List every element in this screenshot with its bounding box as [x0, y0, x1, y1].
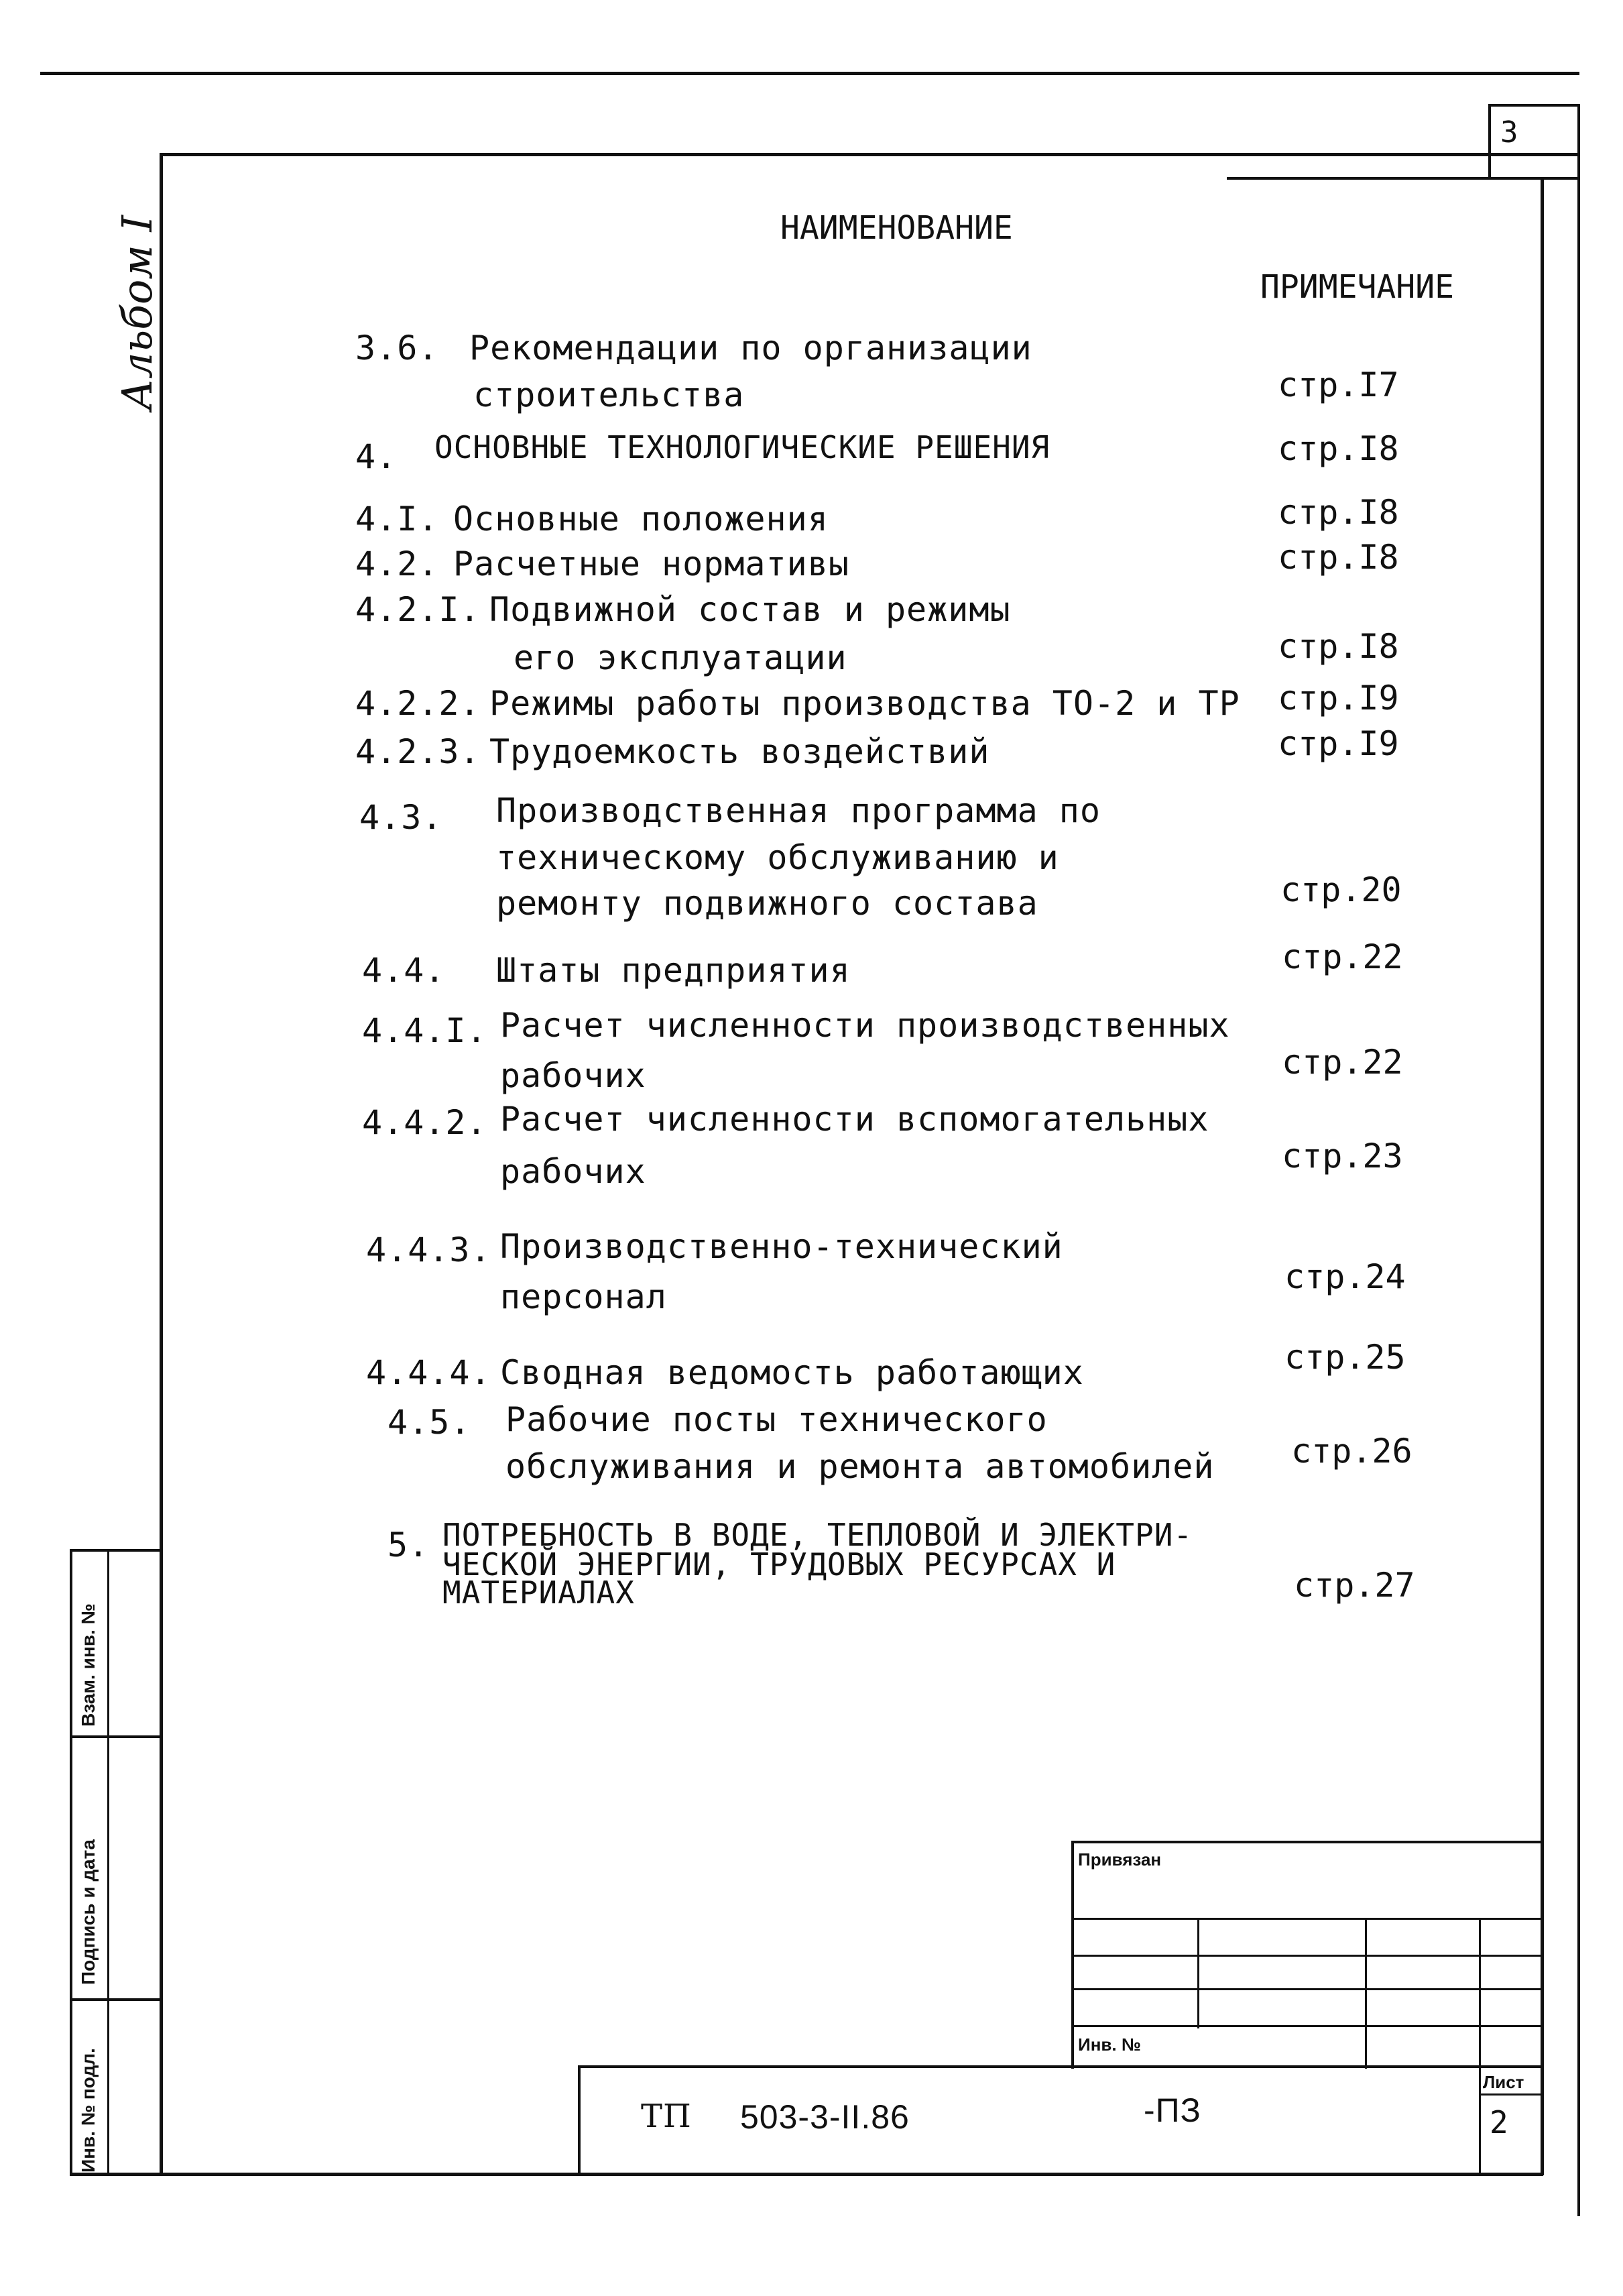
album-label: Альбом I — [113, 215, 162, 410]
tb-main-top — [578, 2065, 1543, 2068]
sheet-box-left — [1488, 104, 1491, 180]
entry-page: стр.I8 — [1278, 627, 1399, 666]
code-suffix: -ПЗ — [1144, 2091, 1201, 2129]
code-prefix: ТП — [641, 2098, 692, 2135]
entry-page: стр.24 — [1284, 1257, 1406, 1296]
entry-title-cont: его эксплуатации — [514, 638, 847, 677]
entry-title: Рабочие посты технического — [505, 1400, 1048, 1439]
entry-title: Расчет численности вспомогательных — [500, 1100, 1209, 1139]
entry-title: Трудоемкость воздействий — [489, 732, 990, 771]
sheet-value: 2 — [1490, 2104, 1508, 2140]
entry-title: ПОТРЕБНОСТЬ В ВОДЕ, ТЕПЛОВОЙ И ЭЛЕКТРИ- — [442, 1517, 1193, 1553]
entry-page: стр.23 — [1282, 1137, 1403, 1175]
entry-number: 5. — [387, 1526, 430, 1564]
entry-title: Производственная программа по — [496, 791, 1101, 830]
entry-number: 4.5. — [387, 1403, 471, 1442]
note-column-header: ПРИМЕЧАНИЕ — [1260, 268, 1454, 306]
entry-title: Подвижной состав и режимы — [489, 590, 1011, 629]
sheet-label: Лист — [1483, 2072, 1524, 2092]
tb-col2 — [1365, 1918, 1367, 2069]
entry-page: стр.I8 — [1278, 538, 1399, 577]
entry-page: стр.22 — [1282, 937, 1403, 976]
entry-page: стр.I9 — [1278, 679, 1399, 718]
name-column-header: НАИМЕНОВАНИЕ — [780, 209, 1013, 247]
entry-title: ОСНОВНЫЕ ТЕХНОЛОГИЧЕСКИЕ РЕШЕНИЯ — [434, 429, 1050, 465]
entry-title: Режимы работы производства ТО-2 и ТР — [489, 684, 1240, 723]
entry-number: 4.4.4. — [366, 1353, 491, 1392]
tb-col1 — [1197, 1918, 1199, 2028]
entry-title: Расчетные нормативы — [453, 544, 849, 583]
tb-row4 — [1071, 2025, 1543, 2027]
entry-title: Основные положения — [453, 500, 829, 538]
entry-number: 4.2. — [355, 544, 439, 583]
frame-top-line — [160, 153, 1579, 156]
tb-top — [1071, 1841, 1543, 1843]
tb-row3 — [1071, 1988, 1543, 1990]
entry-title-cont: рабочих — [500, 1152, 646, 1191]
side-stamp-div1 — [70, 1735, 162, 1738]
tb-row1 — [1071, 1918, 1543, 1920]
frame-outer-right-line — [1577, 104, 1580, 2216]
entry-title-cont: МАТЕРИАЛАХ — [442, 1574, 635, 1611]
entry-number: 4.4.3. — [366, 1230, 491, 1269]
entry-page: стр.25 — [1284, 1338, 1406, 1377]
entry-title: Сводная ведомость работающих — [500, 1353, 1084, 1392]
entry-page: стр.26 — [1291, 1432, 1412, 1471]
side-stamp-top — [70, 1549, 162, 1552]
frame-bottom-line — [70, 2173, 1543, 2176]
inv-replaced-label: Взам. инв. № — [78, 1603, 99, 1727]
entry-number: 4.2.2. — [355, 684, 481, 723]
sheet-number-top: 3 — [1500, 115, 1518, 150]
entry-title-cont: техническому обслуживанию и — [496, 838, 1059, 877]
entry-title-cont: рабочих — [500, 1056, 646, 1095]
entry-page: стр.22 — [1282, 1043, 1403, 1082]
inv-original-label: Инв. № подл. — [78, 2048, 99, 2173]
tb-col3 — [1479, 1918, 1481, 2176]
side-stamp-left — [70, 1549, 72, 2176]
entry-title-cont: строительства — [473, 376, 745, 414]
sheet-box-top — [1488, 104, 1579, 107]
frame-left-line — [160, 153, 163, 2175]
entry-title-cont: персонал — [500, 1277, 667, 1316]
entry-title: Расчет численности производственных — [500, 1006, 1230, 1045]
attached-label: Привязан — [1078, 1849, 1162, 1870]
top-margin-line — [40, 72, 1579, 75]
entry-number: 4.I. — [355, 500, 439, 538]
entry-page: стр.I7 — [1278, 365, 1399, 404]
entry-title: Штаты предприятия — [496, 951, 851, 990]
tb-main-left — [578, 2065, 581, 2176]
entry-title: Рекомендации по организации — [469, 329, 1032, 367]
entry-number: 4.2.3. — [355, 732, 481, 771]
entry-number: 4.4.I. — [362, 1011, 487, 1050]
inv-no-label: Инв. № — [1078, 2034, 1141, 2055]
entry-page: стр.20 — [1280, 870, 1402, 909]
code-number: 503-3-II.86 — [740, 2098, 910, 2136]
signature-date-label: Подпись и дата — [78, 1839, 99, 1985]
entry-number: 4.4. — [362, 951, 446, 990]
tb-sheet-div — [1479, 2093, 1543, 2096]
side-stamp-mid — [107, 1549, 109, 2176]
entry-number: 4.3. — [359, 798, 443, 837]
entry-title-cont: обслуживания и ремонта автомобилей — [505, 1447, 1215, 1486]
frame-inner-right-line — [1541, 180, 1544, 2175]
entry-page: стр.I9 — [1278, 724, 1399, 763]
entry-page: стр.I8 — [1278, 493, 1399, 532]
entry-title-cont: ремонту подвижного состава — [496, 884, 1038, 923]
inner-top-line — [1227, 177, 1579, 180]
entry-page: стр.27 — [1294, 1566, 1415, 1605]
side-stamp-div2 — [70, 1998, 162, 2001]
entry-title: Производственно-технический — [500, 1227, 1063, 1266]
entry-number: 4.2.I. — [355, 590, 481, 629]
entry-number: 4.4.2. — [362, 1103, 487, 1142]
entry-page: стр.I8 — [1278, 429, 1399, 468]
tb-row2 — [1071, 1955, 1543, 1957]
entry-number: 4. — [355, 437, 398, 476]
entry-number: 3.6. — [355, 329, 439, 367]
entry-title-cont: ЧЕСКОЙ ЭНЕРГИИ, ТРУДОВЫХ РЕСУРСАХ И — [442, 1546, 1116, 1583]
